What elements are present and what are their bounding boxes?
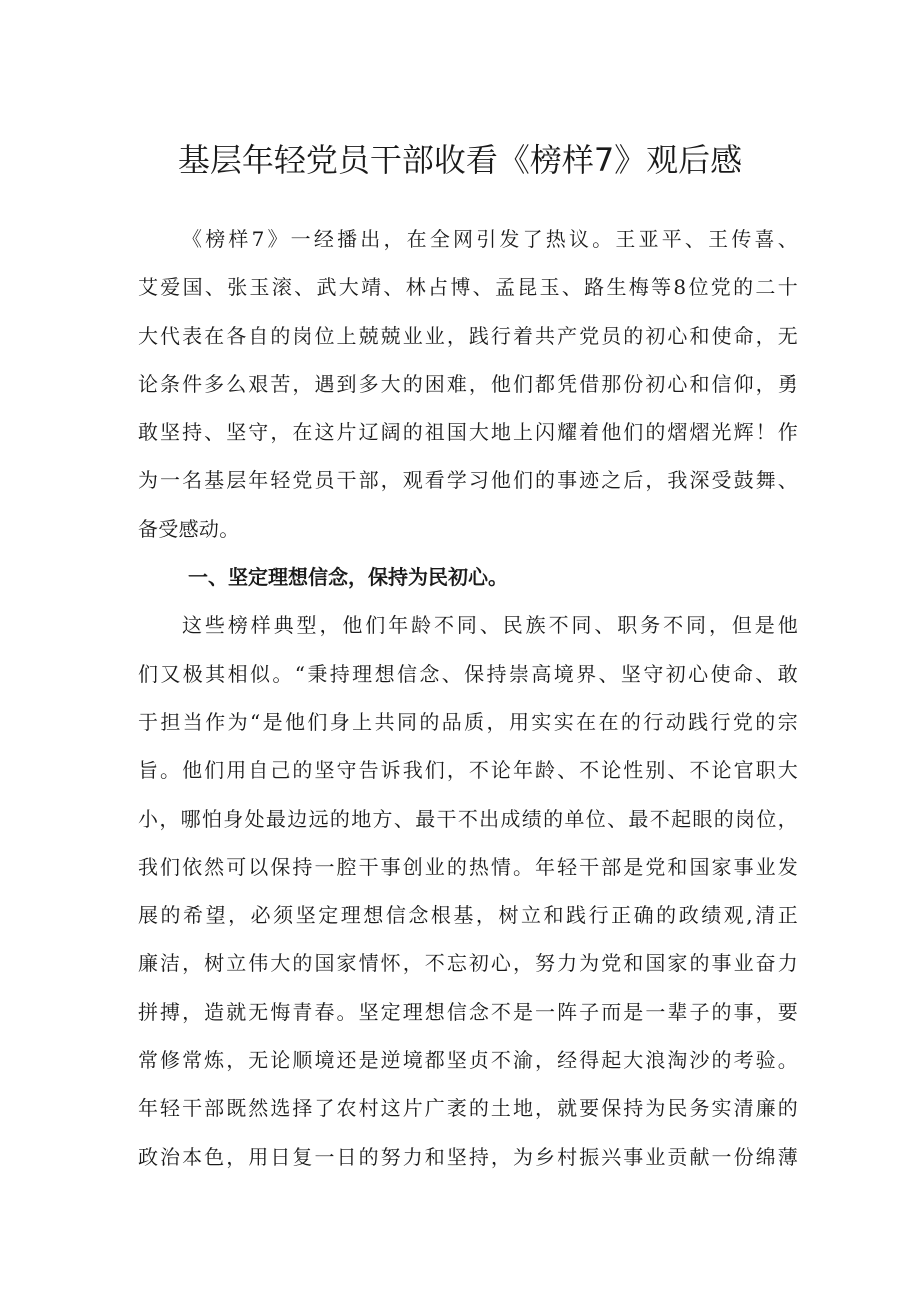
paragraph-line: 我们依然可以保持一腔干事创业的热情。年轻干部是党和国家事业发 [138,854,798,879]
document-title: 基层年轻党员干部收看《榜样7》观后感 [177,141,743,179]
paragraph-line: 拼搏，造就无悔青春。坚定理想信念不是一阵子而是一辈子的事，要 [138,999,798,1024]
paragraph-intro [138,215,798,553]
paragraph-line: 艾爱国、张玉滚、武大靖、林占博、孟昆玉、路生梅等8位党的二十 [138,275,798,300]
paragraph-line: 论条件多么艰苦，遇到多大的困难，他们都凭借那份初心和信仰，勇 [138,371,798,396]
paragraph-line: 大代表在各自的岗位上兢兢业业，践行着共产党员的初心和使命，无 [138,323,798,348]
paragraph-line: 小，哪怕身处最边远的地方、最干不出成绩的单位、最不起眼的岗位， [138,806,798,831]
paragraph-line: 们又极其相似。“秉持理想信念、保持崇高境界、坚守初心使命、敢 [138,661,798,686]
document-body [138,215,798,1181]
paragraph-line: 备受感动。 [138,516,240,541]
paragraph-line: 展的希望，必须坚定理想信念根基，树立和践行正确的政绩观,清正 [138,903,798,928]
paragraph-line: 旨。他们用自己的坚守告诉我们，不论年龄、不论性别、不论官职大 [138,758,798,783]
paragraph-line: 廉洁，树立伟大的国家情怀，不忘初心，努力为党和国家的事业奋力 [138,951,798,976]
paragraph-line: 常修常炼，无论顺境还是逆境都坚贞不渝，经得起大浪淘沙的考验。 [138,1048,798,1073]
paragraph-line: 政治本色，用日复一日的努力和坚持，为乡村振兴事业贡献一份绵薄 [138,1144,798,1169]
paragraph-section-1 [138,601,798,1181]
paragraph-line: 为一名基层年轻党员干部，观看学习他们的事迹之后，我深受鼓舞、 [138,468,798,493]
paragraph-line: 年轻干部既然选择了农村这片广袤的土地，就要保持为民务实清廉的 [138,1096,798,1121]
section-heading: 一、坚定理想信念，保持为民初心。 [188,565,508,590]
paragraph-line: 敢坚持、坚守，在这片辽阔的祖国大地上闪耀着他们的熠熠光辉！作 [138,420,798,445]
paragraph-line: 这些榜样典型，他们年龄不同、民族不同、职务不同，但是他 [182,613,798,638]
paragraph-line: 于担当作为“是他们身上共同的品质，用实实在在的行动践行党的宗 [138,709,798,734]
paragraph-line: 《榜样7》一经播出，在全网引发了热议。王亚平、王传喜、 [182,227,798,251]
